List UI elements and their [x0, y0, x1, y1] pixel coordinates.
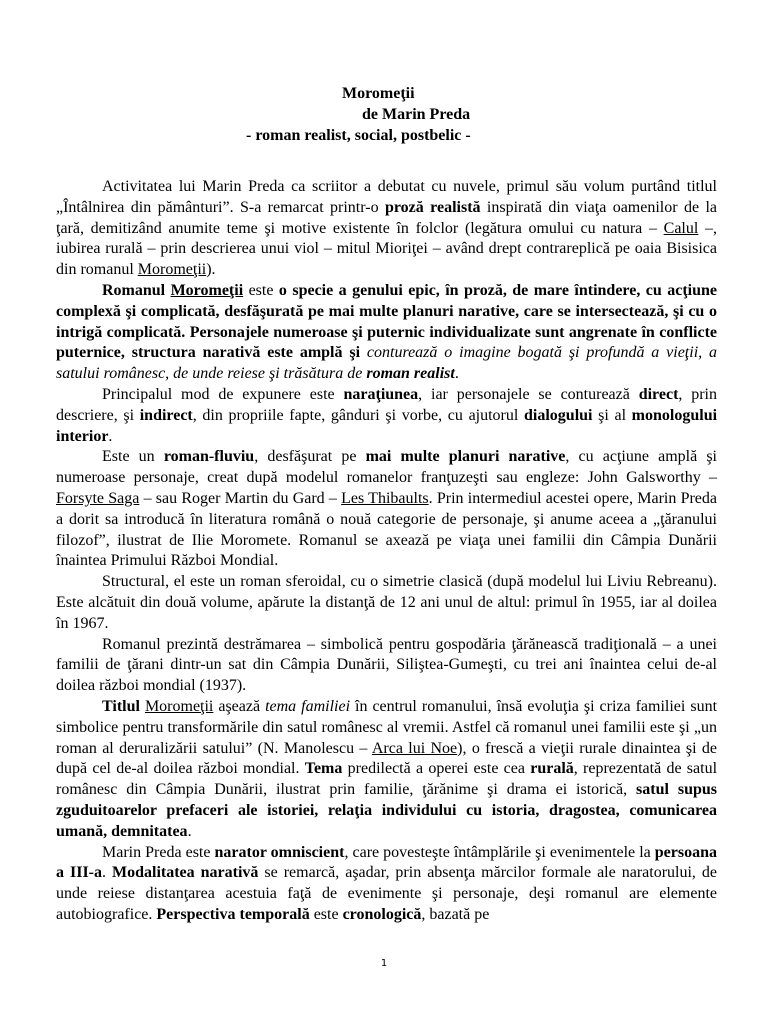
text-run: Arca lui Noe: [371, 739, 458, 757]
text-run: Titlul: [102, 697, 140, 715]
author-line: de Marin Preda: [362, 106, 471, 123]
text-run: direct: [638, 385, 679, 403]
text-run: indirect: [139, 406, 193, 424]
text-run: , reprezentată de satul românesc din Câmpia Dunării, ilustrat prin familie, ţărănime şi drama ei istorică,: [56, 760, 718, 799]
text-run: Principalul mod de expunere este: [102, 385, 344, 403]
paragraph: [56, 572, 717, 634]
text-run: , iar personajele se conturează: [418, 385, 639, 403]
text-run: rurală: [530, 760, 574, 778]
text-run: , prin descriere, şi: [56, 385, 718, 424]
text-run: narator omniscient: [214, 843, 345, 861]
text-run: monologului interior: [56, 406, 718, 445]
text-run: , cu acţiune amplă şi numeroase personaje, creat după modelul romanelor franţuzeşti sau engleze: John Galsworthy –: [56, 448, 717, 487]
text-run: Les Thibaults: [341, 489, 429, 507]
text-run: Forsyte Saga: [56, 489, 140, 507]
text-run: Tema: [304, 760, 343, 778]
text-run: Calul: [663, 219, 699, 237]
text-run: Moromeţii: [137, 261, 207, 279]
paragraph: [56, 281, 717, 385]
text-run: .: [454, 365, 459, 383]
text-run: Marin Preda este: [102, 843, 215, 861]
text-run: .: [102, 864, 112, 882]
text-run: .: [108, 427, 113, 445]
text-run: naraţiunea: [343, 385, 419, 403]
text-run: conturează o imagine bogată şi profundă a vieţii, a satului românesc, de unde reiese şi trăsătura de: [56, 344, 717, 383]
page-number: 1: [380, 958, 388, 969]
text-run: Moromeţii: [170, 281, 244, 299]
text-run: Moromeţii: [144, 697, 214, 715]
text-run: . Prin intermediul acestei opere, Marin Preda a dorit sa introducă în literatura română o nouă categorie de personaje, şi anume aceea a „ţăranului filozof”, ilustrat de Ilie Moromete. Romanul se axează pe viaţa unei familii din Câmpia Dunării înaintea Primului Război Mondial.: [56, 489, 718, 570]
text-run: Este un: [102, 448, 164, 466]
text-run: Romanul: [102, 281, 171, 299]
text-run: tema familiei: [265, 697, 351, 715]
text-run: mai multe planuri narative: [365, 448, 566, 466]
paragraph: [56, 177, 717, 281]
text-run: şi al: [592, 406, 632, 424]
text-run: , bazată pe: [421, 905, 490, 923]
text-run: .: [187, 822, 192, 840]
text-run: aşează: [213, 697, 266, 715]
text-run: – sau Roger Martin du Gard –: [139, 489, 342, 507]
text-run: este: [243, 281, 279, 299]
text-run: Romanul prezintă destrămarea – simbolică pentru gospodăria ţărănească tradiţională – a unei familii de ţărani dintr-un sat din Câmpia Dunării, Siliştea-Gumeşti, cu trei ani înaintea celui de-al doilea război mondial (1937).: [56, 635, 717, 695]
text-run: în centrul romanului, însă evoluţia şi criza familiei sunt simbolice pentru transformările din satul românesc al vremii. Astfel că romanul unei familii este şi „un roman al deruralizării satului” (N. Manolescu –: [56, 697, 718, 757]
text-run: Modalitatea narativă: [112, 864, 259, 882]
text-run: Structural, el este un roman sferoidal, cu o simetrie clasică (după modelul lui Liviu Rebreanu). Este alcătuit din două volume, apărute la distanţă de 12 ani unul de altul: primul în 1955, iar al doilea în 1967.: [56, 573, 717, 632]
text-run: satul supus zguduitoarelor prefaceri ale istoriei, relaţia individului cu istoria, dragostea, comunicarea umană, demnitatea: [56, 781, 717, 840]
text-run: , desfăşurat pe: [254, 448, 366, 466]
text-run: inspirată din viaţa oamenilor de la ţară, demitizând anumite teme şi motive existente în folclor (legătura omului cu natura –: [56, 198, 717, 237]
text-run: este: [309, 905, 343, 923]
paragraph: [56, 385, 717, 447]
subtitle: - roman realist, social, postbelic -: [246, 127, 471, 144]
text-run: proză realistă: [384, 198, 481, 216]
paragraph: [56, 843, 717, 926]
novel-title: Moromeţii: [342, 85, 415, 102]
text-run: ).: [206, 261, 216, 279]
text-run: roman realist: [366, 365, 455, 383]
text-run: Activitatea lui Marin Preda ca scriitor a debutat cu nuvele, primul său volum purtând titlul „Întâlnirea din pământuri”. S-a remarcat printr-o: [56, 178, 717, 216]
text-run: Perspectiva temporală: [156, 905, 310, 923]
paragraph: [56, 635, 717, 697]
text-run: predilectă a operei este cea: [342, 760, 531, 778]
paragraph: [56, 447, 717, 572]
text-run: se remarcă, aşadar, prin absenţa mărcilor formale ale naratorului, de unde reiese distanţarea acestuia faţă de evenimente şi personaje, deşi romanul are elemente autobiografice.: [56, 864, 718, 923]
text-run: roman-fluviu: [163, 448, 255, 466]
text-run: , din propriile fapte, gânduri şi vorbe, cu ajutorul: [192, 406, 524, 424]
text-run: dialogului: [524, 406, 593, 424]
text-run: –, iubirea rurală – prin descrierea unui viol – mitul Mioriţei – având drept contrareplică pe oaia Bisisica din romanul: [56, 219, 718, 279]
text-run: , care povesteşte întâmplările şi evenimentele la: [344, 843, 655, 861]
body-text: [56, 177, 717, 926]
text-run: persoana a III-a: [56, 843, 717, 882]
text-run: o specie a genului epic, în proză, de mare întindere, cu acţiune complexă şi complicată, desfăşurată pe mai multe planuri narative, care se intersectează, şi cu o intrigă complicată. Personajele numeroase şi puternic individualizate sunt angrenate în conflicte puternice, structura narativă este amplă şi: [56, 281, 718, 362]
text-run: ), o frescă a vieţii rurale dinaintea şi de după cel de-al doilea război mondial.: [56, 739, 717, 778]
paragraph: [56, 697, 717, 843]
text-run: cronologică: [342, 905, 422, 923]
